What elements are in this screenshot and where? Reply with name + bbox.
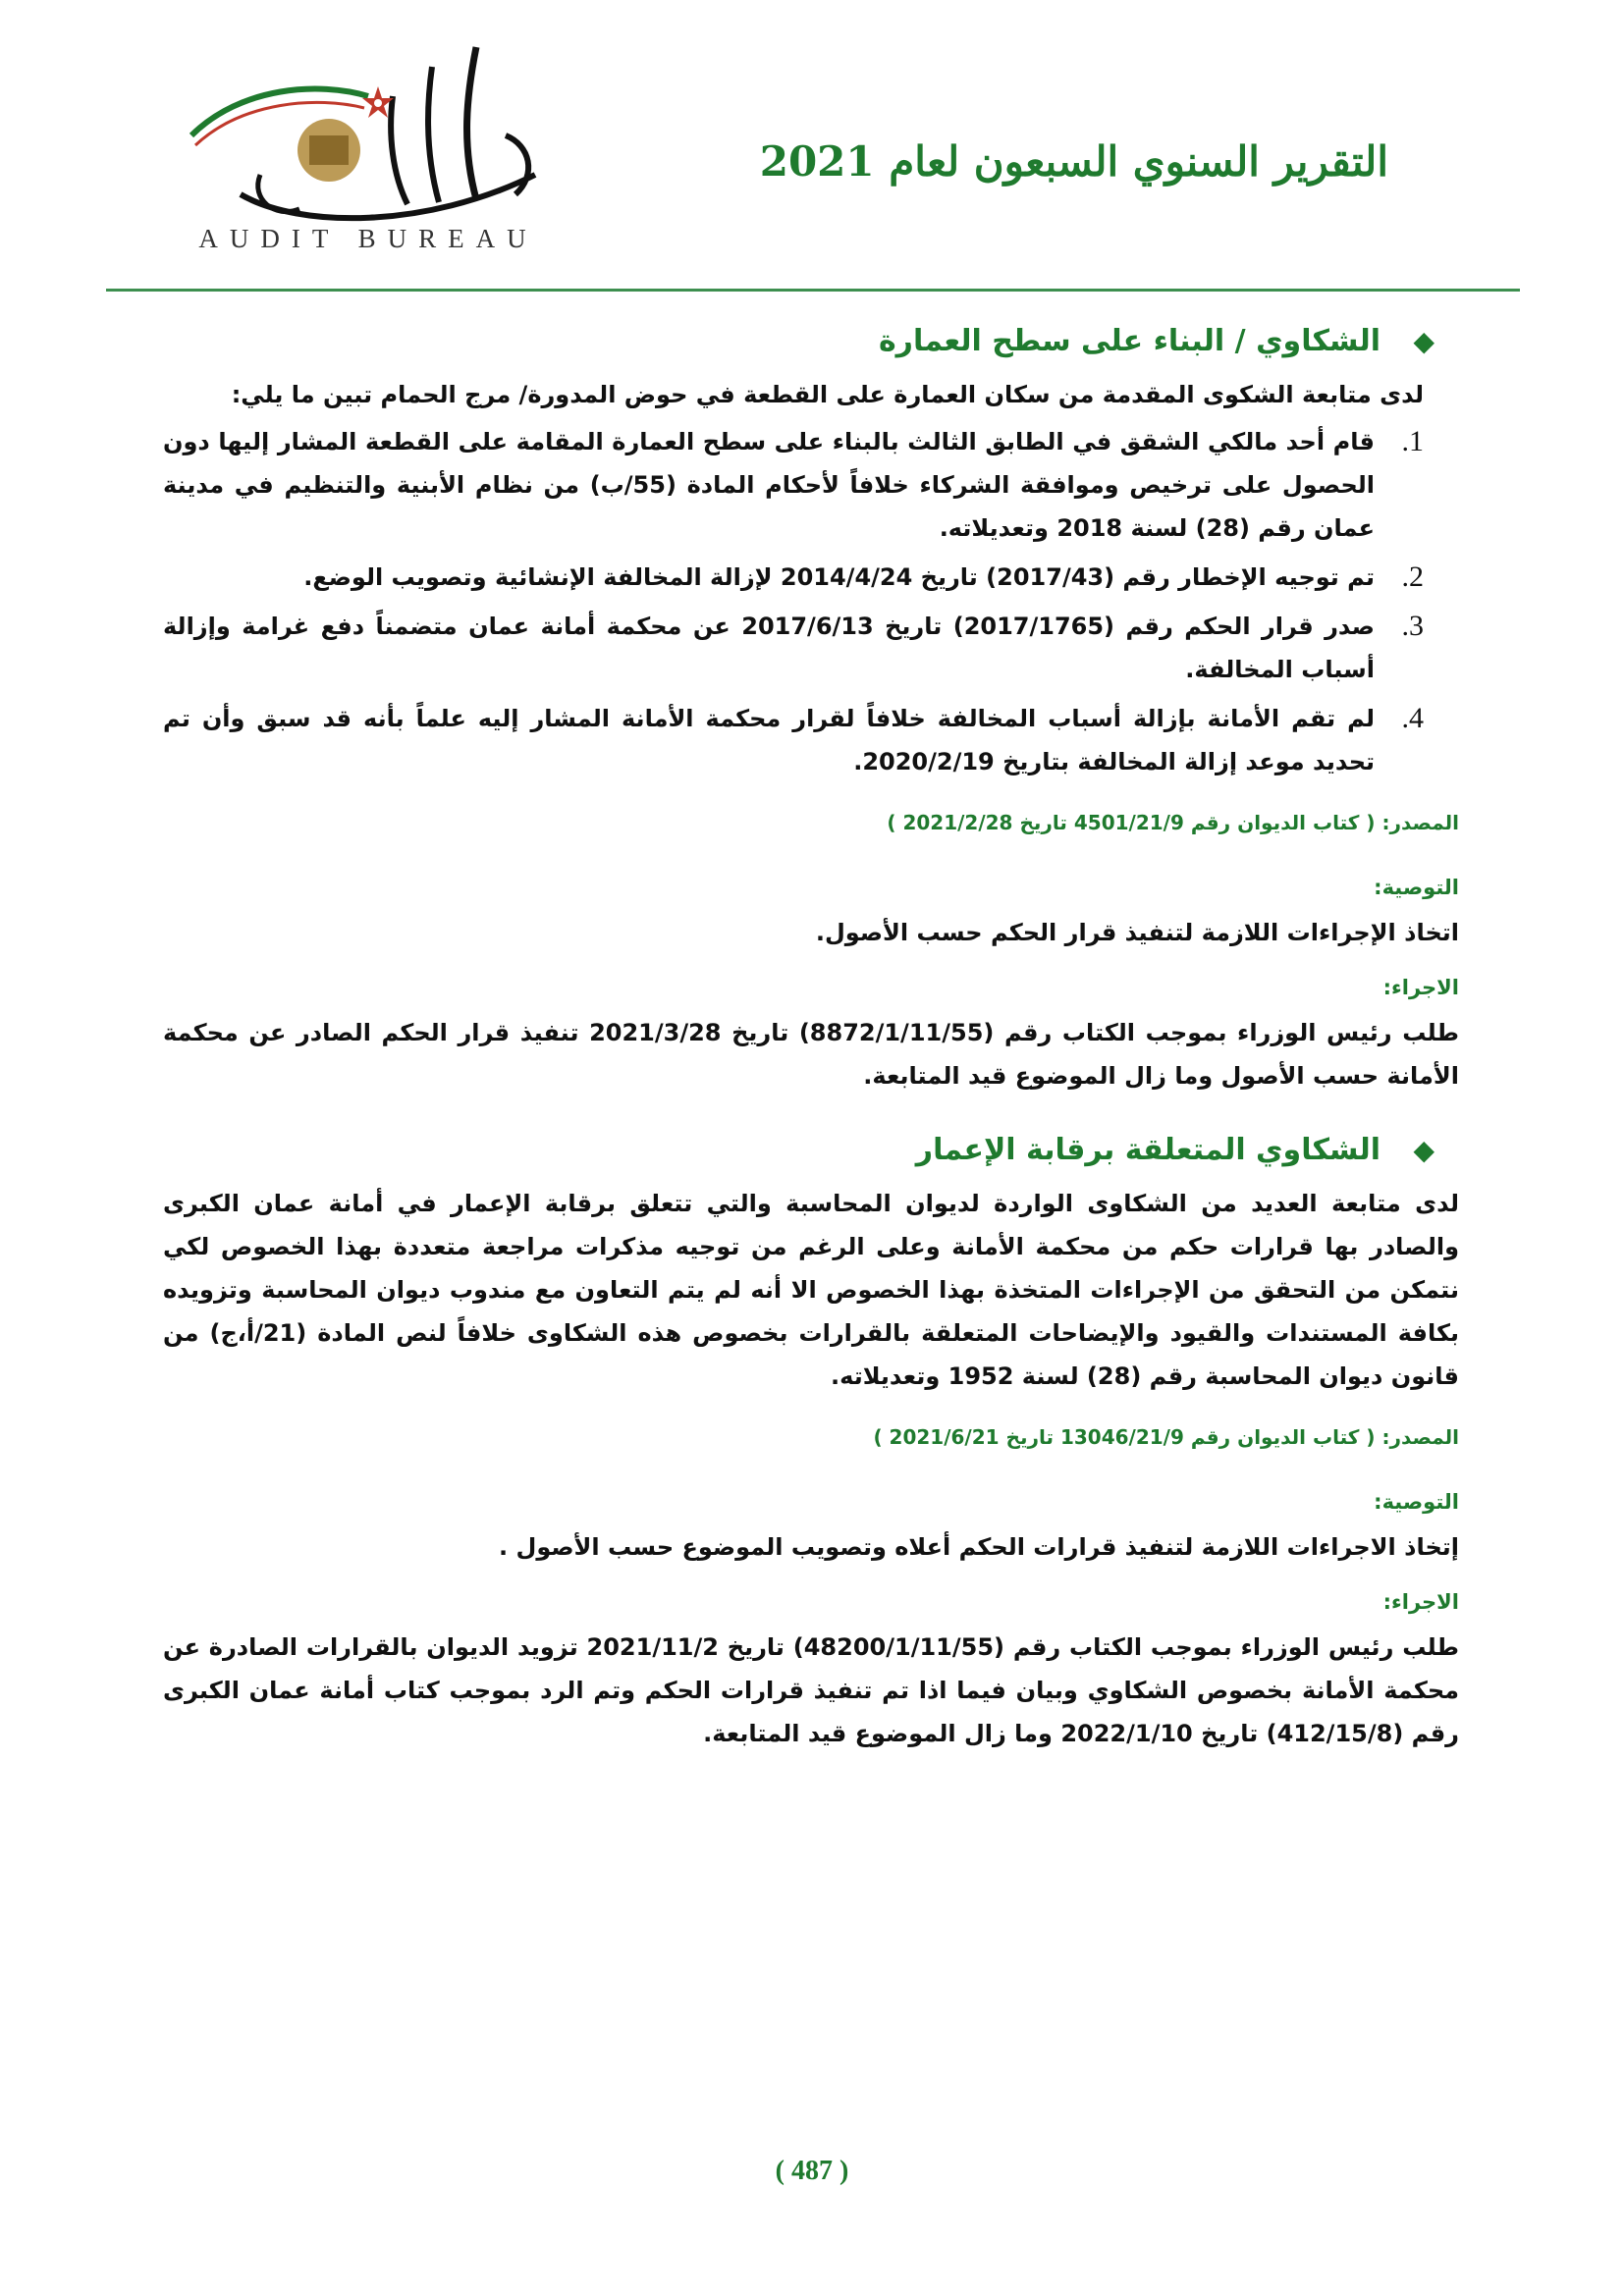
section2-recommendation-label: التوصية: xyxy=(1374,1490,1459,1514)
section2-intro: لدى متابعة العديد من الشكاوى الواردة لديوان المحاسبة والتي تتعلق برقابة الإعمار في أمانة عمان الكبرى والصادر بها قرارات حكم من محكمة الأمانة وعلى الرغم من توجيه مذكرات مراجعة متعددة بهذا الخصوص لكي نتمكن من التحقق من الإجراءات المتخذة بهذا الخصوص الا أنه لم يتم التعاون مع مندوب ديوان المحاسبة وتزويده بكافة المستندات والقيود والإيضاحات المتعلقة بالقرارات بخصوص هذه الشكاوى خلافاً لنص المادة (21/أ،ج) من قانون ديوان المحاسبة رقم (28) لسنة 1952 وتعديلاته. xyxy=(163,1190,1459,1390)
report-body xyxy=(163,320,1459,1761)
diamond-bullet-icon: ◆ xyxy=(1413,325,1435,357)
findings-list xyxy=(163,420,1459,783)
list-item: 2. تم توجيه الإخطار رقم (2017/43) تاريخ 2014/4/24 لإزالة المخالفة الإنشائية وتصويب الوضع. xyxy=(303,561,1424,593)
section-title-roof-construction: ◆ الشكاوي / البناء على سطح العمارة xyxy=(163,320,1459,363)
page-number: ( 487 ) xyxy=(775,2156,849,2186)
section2-action: طلب رئيس الوزراء بموجب الكتاب رقم (48200/1/11/55) تاريخ 2021/11/2 تزويد الديوان بالقرارات الصادرة عن محكمة الأمانة بخصوص الشكاوي وبيان فيما اذا تم تنفيذ قرارات الحكم وتم الرد بموجب كتاب أمانة عمان الكبرى رقم (412/15/8) تاريخ 2022/1/10 وما زال الموضوع قيد المتابعة. xyxy=(163,1633,1460,1747)
section1-recommendation: اتخاذ الإجراءات اللازمة لتنفيذ قرار الحكم حسب الأصول. xyxy=(815,919,1459,946)
section2-action-label: الاجراء: xyxy=(1382,1590,1459,1614)
section2-recommendation: إتخاذ الاجراءات اللازمة لتنفيذ قرارات الحكم أعلاه وتصويب الموضوع حسب الأصول . xyxy=(499,1533,1459,1561)
section1-action: طلب رئيس الوزراء بموجب الكتاب رقم (8872/1/11/55) تاريخ 2021/3/28 تنفيذ قرار الحكم الصادر عن محكمة الأمانة حسب الأصول وما زال الموضوع قيد المتابعة. xyxy=(163,1019,1459,1090)
list-item: 3. صدر قرار الحكم رقم (2017/1765) تاريخ 2017/6/13 عن محكمة أمانة عمان متضمناً دفع غرامة وإزالة أسباب المخالفة. xyxy=(163,610,1424,683)
list-item: 1. قام أحد مالكي الشقق في الطابق الثالث بالبناء على سطح العمارة المقامة على القطعة المشار إليها دون الحصول على ترخيص وموافقة الشركاء خلافاً لأحكام المادة (55/ب) من نظام الأبنية والتنظيم في مدينة عمان رقم (28) لسنة 2018 وتعديلاته. xyxy=(163,425,1424,542)
section1-intro: لدى متابعة الشكوى المقدمة من سكان العمارة على القطعة في حوض المدورة/ مرج الحمام تبين ما يلي: xyxy=(231,381,1424,408)
section1-source: المصدر: ( كتاب الديوان رقم 4501/21/9 تاريخ 2021/2/28 ) xyxy=(887,811,1459,834)
section1-recommendation-label: التوصية: xyxy=(1374,876,1459,899)
list-item: 4. لم تقم الأمانة بإزالة أسباب المخالفة خلافاً لقرار محكمة الأمانة المشار إليه علماً بأنه قد سبق وأن تم تحديد موعد إزالة المخالفة بتاريخ 2020/2/19. xyxy=(163,702,1424,775)
header-divider xyxy=(106,289,1520,292)
section1-action-label: الاجراء: xyxy=(1382,976,1459,999)
report-title: التقرير السنوي السبعون لعام 2021 xyxy=(759,137,1388,186)
logo-caption: AUDIT BUREAU xyxy=(198,224,538,253)
section2-source: المصدر: ( كتاب الديوان رقم 13046/21/9 تاريخ 2021/6/21 ) xyxy=(873,1425,1459,1449)
section-title-construction-oversight: ◆ الشكاوي المتعلقة برقابة الإعمار xyxy=(163,1129,1459,1172)
diamond-bullet-icon: ◆ xyxy=(1413,1134,1435,1166)
